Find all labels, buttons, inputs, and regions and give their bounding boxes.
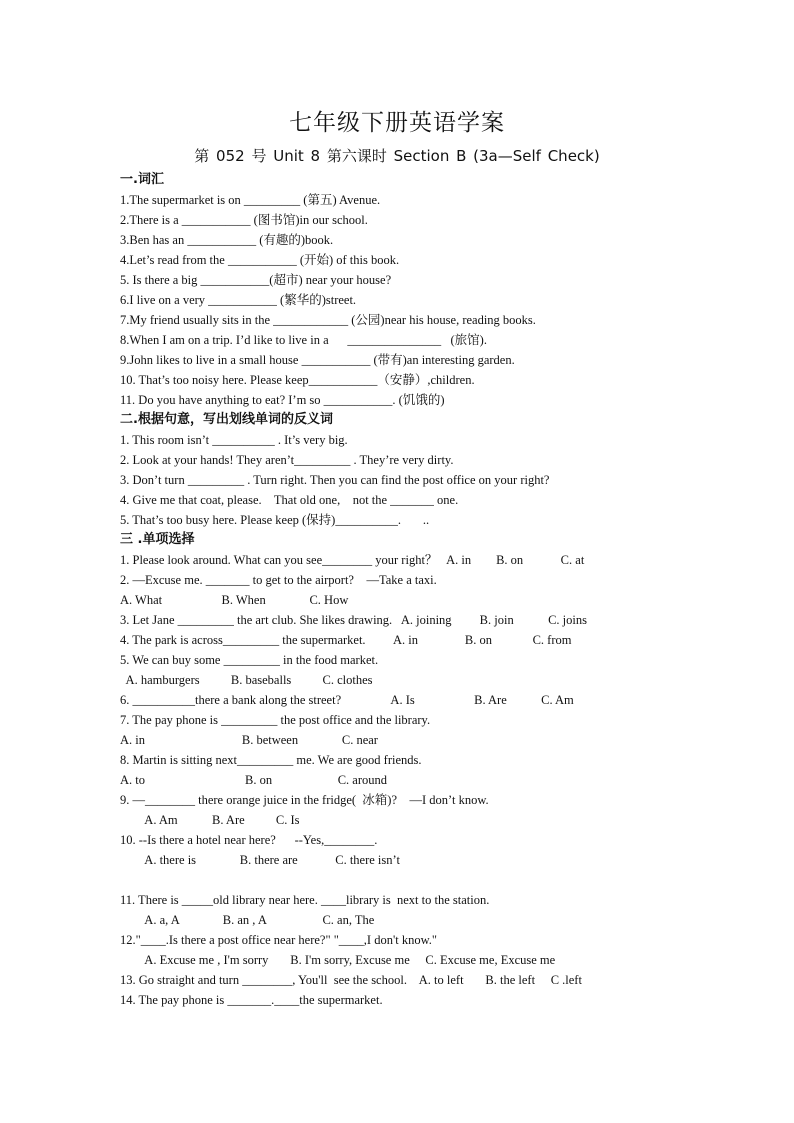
choice-line: A. hamburgers B. baseballs C. clothes: [120, 673, 373, 687]
antonym-item: 1. This room isn’t __________ . It’s very big.: [120, 433, 348, 447]
antonym-item: 4. Give me that coat, please. That old one, not the _______ one.: [120, 493, 459, 507]
section-heading-antonyms: 二.根据句意，写出划线单词的反义词: [120, 412, 333, 427]
vocab-item: 6.I live on a very ___________ (繁华的)street.: [120, 293, 357, 307]
choice-line: A. Am B. Are C. Is: [120, 813, 300, 827]
section-heading-multiple-choice: 三 .单项选择: [120, 532, 195, 547]
choice-line: A. Excuse me , I'm sorry B. I'm sorry, Excuse me C. Excuse me, Excuse me: [120, 953, 556, 967]
choice-line: A. in B. between C. near: [120, 733, 378, 747]
choice-line: A. What B. When C. How: [120, 593, 349, 607]
choice-line: 9. —________ there orange juice in the fridge( 冰箱)? —I don’t know.: [120, 793, 489, 807]
choice-line: 2. —Excuse me. _______ to get to the airport? —Take a taxi.: [120, 573, 437, 587]
choice-line: 7. The pay phone is _________ the post office and the library.: [120, 713, 431, 727]
choice-line: 8. Martin is sitting next_________ me. We are good friends.: [120, 753, 422, 767]
choice-line: 12."____.Is there a post office near here?" "____,I don't know.": [120, 933, 438, 947]
vocab-item: 8.When I am on a trip. I’d like to live in a _______________ (旅馆).: [120, 333, 487, 347]
choice-line: 14. The pay phone is _______.____the supermarket.: [120, 993, 383, 1007]
antonym-item: 3. Don’t turn _________ . Turn right. Then you can find the post office on your right?: [120, 473, 550, 487]
vocab-item: 4.Let’s read from the ___________ (开始) of this book.: [120, 253, 400, 267]
section-heading-vocabulary: 一.词汇: [120, 172, 164, 187]
choice-line: 10. --Is there a hotel near here? --Yes,________.: [120, 833, 378, 847]
page-title: 七年级下册英语学案: [289, 110, 505, 136]
choice-line: 3. Let Jane _________ the art club. She likes drawing. A. joining B. join C. joins: [120, 613, 587, 627]
antonym-item: 2. Look at your hands! They aren’t_________ . They’re very dirty.: [120, 453, 454, 467]
choice-line: 5. We can buy some _________ in the food market.: [120, 653, 379, 667]
vocab-item: 2.There is a ___________ (图书馆)in our school.: [120, 213, 368, 227]
choice-line: A. a, A B. an , A C. an, The: [120, 913, 375, 927]
choice-line: A. there is B. there are C. there isn’t: [120, 853, 400, 867]
choice-line: 4. The park is across_________ the supermarket. A. in B. on C. from: [120, 633, 572, 647]
antonym-item: 5. That’s too busy here. Please keep (保持)__________. ..: [120, 513, 430, 527]
vocab-item: 5. Is there a big ___________(超市) near your house?: [120, 273, 392, 287]
page-subtitle: 第 052 号 Unit 8 第六课时 Section B (3a—Self Check): [194, 147, 600, 165]
choice-line: 1. Please look around. What can you see________ your right？ A. in B. on C. at: [120, 553, 585, 567]
vocab-item: 9.John likes to live in a small house ___________ (带有)an interesting garden.: [120, 353, 515, 367]
vocab-item: 3.Ben has an ___________ (有趣的)book.: [120, 233, 334, 247]
choice-line: 13. Go straight and turn ________, You'll see the school. A. to left B. the left C .left: [120, 973, 582, 987]
vocab-item: 1.The supermarket is on _________ (第五) Avenue.: [120, 193, 381, 207]
vocab-item: 10. That’s too noisy here. Please keep___________（安静）,children.: [120, 373, 475, 387]
choice-line: 6. __________there a bank along the street? A. Is B. Are C. Am: [120, 693, 574, 707]
vocab-item: 7.My friend usually sits in the ____________ (公园)near his house, reading books.: [120, 313, 536, 327]
worksheet-content: [120, 170, 680, 1010]
vocab-item: 11. Do you have anything to eat? I’m so ___________. (饥饿的): [120, 393, 445, 407]
choice-blank-line: [120, 870, 680, 890]
choice-line: A. to B. on C. around: [120, 773, 388, 787]
choice-line: 11. There is _____old library near here. ____library is next to the station.: [120, 893, 490, 907]
